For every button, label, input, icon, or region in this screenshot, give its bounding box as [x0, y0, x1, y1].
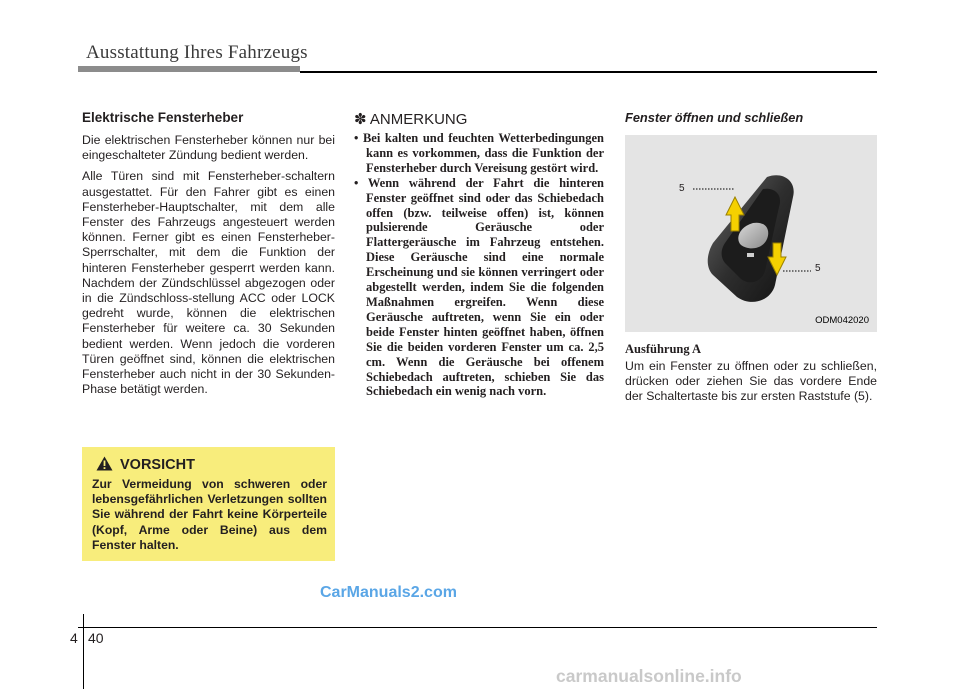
warning-triangle-icon: [96, 456, 113, 475]
paragraph-switches: Alle Türen sind mit Fensterheber-schaltern ausgestattet. Für den Fahrer gibt es einen Fensterheber-Hauptschalter, mit dem alle Fenster des Fahrzeugs angesteuert werden können. Ferner gibt es einen Fensterheber-Sperrschalter, mit dem die Funktion der hinteren Fensterheber gesperrt werden kann. Nachdem der Zündschlüssel abgezogen oder in die Zündschloss-stellung ACC oder LOCK gedreht wurde, können die elektrischen Fensterheber für weitere ca. 30 Sekunden bedient werden. Wenn jedoch die vorderen Türen geöffnet sind, können die elektrischen Fensterheber auch nicht in der 30 Sekunden-Phase betätigt werden.: [82, 169, 335, 397]
window-switch-illustration: [625, 135, 877, 332]
figure-label-5-bottom: 5: [815, 263, 821, 274]
window-switch-figure: [625, 135, 877, 332]
note-list: [354, 131, 604, 399]
header-accent-bar: [78, 66, 300, 72]
header-rule: [300, 71, 877, 73]
column-left: [82, 110, 335, 403]
column-right: [625, 110, 877, 125]
paragraph-operation: Um ein Fenster zu öffnen oder zu schließen, drücken oder ziehen Sie das vordere Ende der Schaltertaste bis zur ersten Raststufe (5).: [625, 359, 877, 404]
footer-rule: [78, 627, 877, 628]
subsection-heading-open-close: Fenster öffnen und schließen: [625, 110, 804, 125]
variant-heading: Ausführung A: [625, 342, 702, 356]
note-bullet-2: • Wenn während der Fahrt die hinteren Fenster geöffnet sind oder das Schiebedach offen (bzw. teilweise offen) ist, können pulsierende Geräusche oder Flattergeräusche im Fahrzeug entstehen. Diese Geräusche sind eine normale Erscheinung und sie können verringert oder abgestellt werden, indem Sie die folgenden Maßnahmen ergreifen. Wenn diese Geräusche auftreten, wenn Sie ein oder beide Fenster hinten geöffnet haben, öffnen Sie die beiden vorderen Fenster um ca. 2,5 cm. Wenn die Geräusche bei offenem Schiebedach auftreten, schieben Sie das Schiebedach ein wenig nach vorn.: [354, 175, 604, 399]
column-right-text: [625, 342, 877, 411]
footer-vertical-rule: [83, 614, 84, 689]
watermark-carmanualsonline[interactable]: carmanualsonline.info: [556, 666, 742, 686]
note-bullet-1: • Bei kalten und feuchten Wetterbedingungen kann es vorkommen, dass die Funktion der Fensterheber durch Vereisung gestört wird.: [354, 131, 604, 175]
section-heading-power-windows: Elektrische Fensterheber: [82, 110, 244, 125]
caution-text: Zur Vermeidung von schweren oder lebensgefährlichen Verletzungen sollten Sie während der Fahrt keine Körperteile (Kopf, Arme oder Beine) aus dem Fenster halten.: [92, 477, 327, 552]
page-number: 40: [88, 630, 104, 646]
column-middle: [354, 110, 604, 399]
caution-box: [82, 447, 335, 561]
paragraph-ignition: Die elektrischen Fensterheber können nur bei eingeschalteter Zündung bedient werden.: [82, 133, 335, 163]
figure-label-5-top: 5: [679, 183, 685, 194]
note-heading: ✽ ANMERKUNG: [354, 111, 468, 128]
figure-code: ODM042020: [815, 315, 869, 326]
page-chapter-number: 4: [70, 630, 78, 646]
watermark-carmanuals2[interactable]: CarManuals2.com: [320, 584, 457, 601]
caution-heading: VORSICHT: [120, 457, 195, 473]
page-header-title: Ausstattung Ihres Fahrzeugs: [86, 42, 308, 63]
